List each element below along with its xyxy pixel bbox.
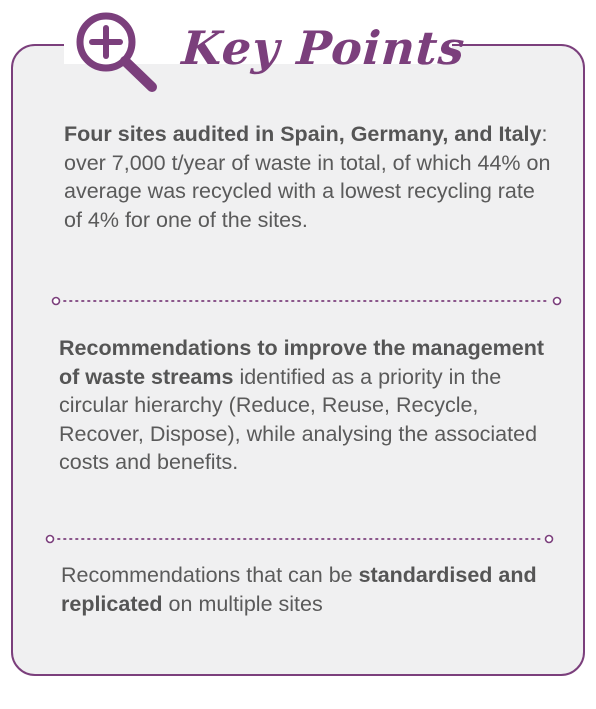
key-point-2-text: identified as a priority in the circular hierarchy (Reduce, Reuse, Recycle, Recover, Dispose), while analysing the associated costs and benefits. [59,364,538,474]
key-point-3 [61,561,541,618]
key-point-3-text: on multiple sites [162,591,323,616]
key-point-2 [59,334,559,477]
key-point-1 [64,120,554,234]
magnifier-plus-icon [72,8,162,94]
page-title: Key Points [180,21,467,75]
key-point-1-bold: Four sites audited in Spain, Germany, and Italy [64,122,542,146]
key-point-3-lead: Recommendations that can be [61,563,359,587]
key-point-3-bold: standardised and replicated [61,563,537,616]
key-point-1-text: : over 7,000 t/year of waste in total, of which 44% on average was recycled with a lowest recycling rate of 4% for one of the sites. [64,122,551,232]
key-point-2-bold: Recommendations to improve the management of waste streams [59,336,545,389]
dotted-divider-1 [49,294,565,308]
dotted-divider-2 [43,532,557,546]
